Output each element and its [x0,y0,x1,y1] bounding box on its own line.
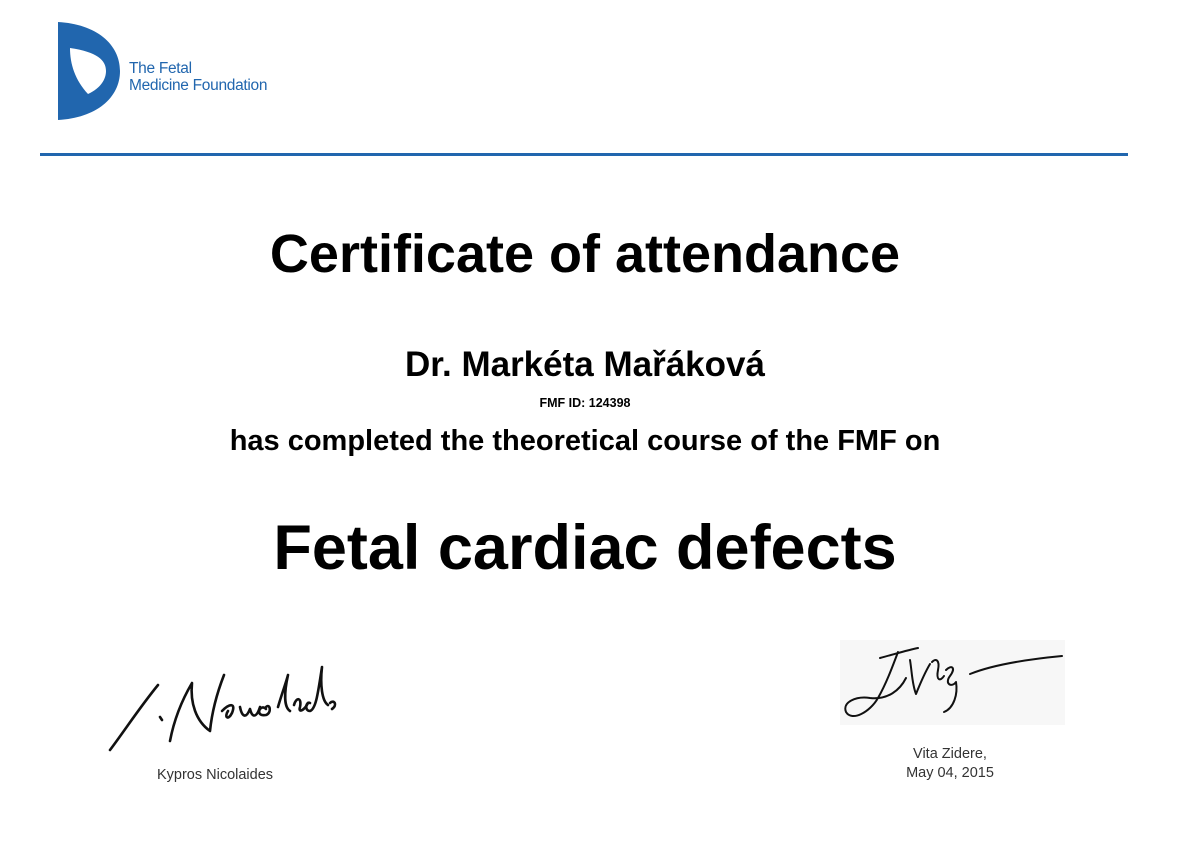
header-divider [40,153,1128,156]
signatory-right-name: Vita Zidere, [913,746,987,762]
organization-name-line2: Medicine Foundation [129,77,268,94]
signatory-left-name: Kypros Nicolaides [156,767,274,783]
certificate-title: Certificate of attendance [269,224,901,284]
fmf-logo [58,22,298,122]
signature-nicolaides [100,645,340,760]
completion-statement: has completed the theoretical course of the FMF on [229,425,941,457]
fmf-id: FMF ID: 124398 [539,396,631,410]
organization-name-line1: The Fetal [129,60,192,77]
fmf-logo-icon [58,22,120,120]
signature-date: May 04, 2015 [906,765,994,781]
organization-name [129,60,267,94]
signature-zidere [840,640,1065,725]
signatory-right-block [870,745,1030,783]
course-title: Fetal cardiac defects [273,513,897,583]
recipient-name: Dr. Markéta Mařáková [405,345,765,384]
